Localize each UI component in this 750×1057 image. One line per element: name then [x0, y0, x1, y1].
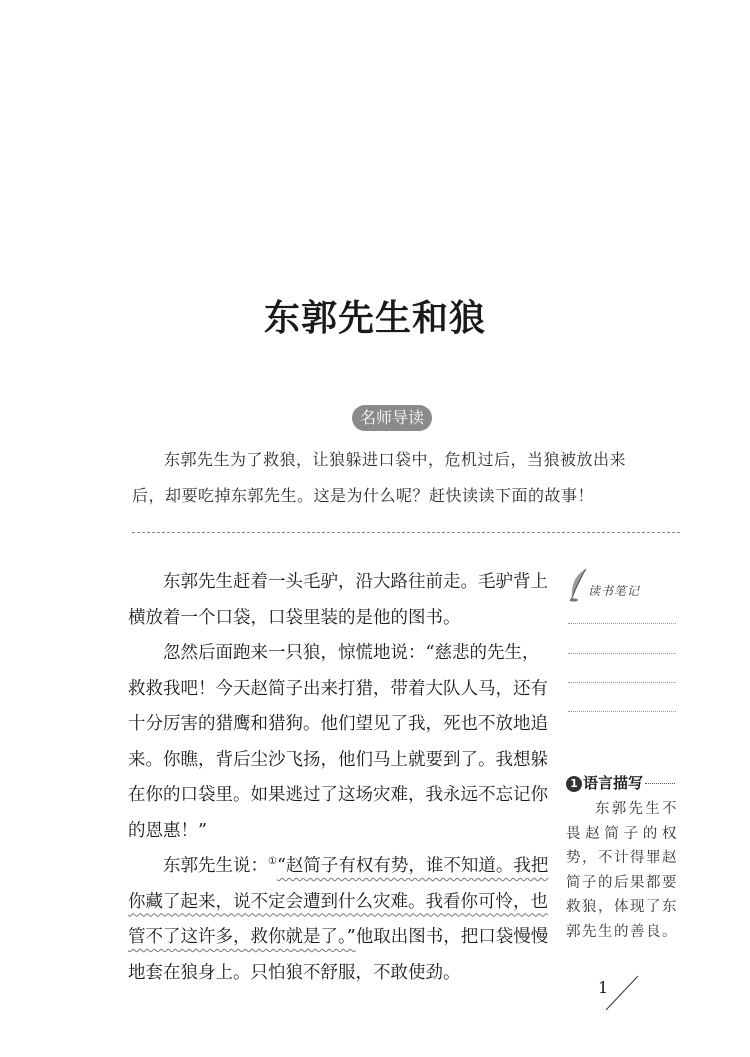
story-p3-tail: 他取出图书，把口袋慢慢地套在狼身上。只怕狼不舒服，不敢使劲。: [128, 927, 549, 983]
story-paragraph-1: 东郭先生赶着一头毛驴，沿大路往前走。毛驴背上横放着一个口袋，口袋里装的是他的图书。: [128, 572, 548, 628]
note-line: [568, 623, 676, 624]
guide-section: [132, 442, 654, 514]
annotation-title: [566, 772, 678, 793]
section-divider: [132, 532, 680, 533]
page-corner-slash: [602, 972, 642, 1012]
reading-notes-header: [566, 568, 676, 608]
annotation-number: 1: [566, 776, 582, 792]
underlined-quote: “赵简子有权有势，谁不知道。我把你藏了起来，说不定会遭到什么灾难。我看你可怜，也管不了这许多，救你就是了。”: [128, 856, 549, 947]
annotation-dots: [645, 783, 675, 784]
note-line: [568, 653, 676, 654]
note-line: [568, 682, 676, 683]
guide-badge: 名师导读: [352, 405, 432, 431]
page-number: 1: [598, 978, 609, 997]
quill-icon: [568, 568, 590, 602]
reading-notes-label: 读书笔记: [588, 584, 641, 598]
story-paragraph-3: [128, 849, 556, 991]
annotation-text: 东郭先生不畏赵简子的权势，不计得罪赵简子的后果都要救狼，体现了东郭先生的善良。: [566, 801, 678, 940]
story-body: [128, 565, 556, 991]
story-p3-lead: 东郭先生说：: [163, 856, 268, 876]
story-paragraph-2: 忽然后面跑来一只狼，惊慌地说：“慈悲的先生，救救我吧！今天赵简子出来打猎，带着大队人马，还有十分厉害的猎鹰和猎狗。他们望见了我，死也不放地追来。你瞧，背后尘沙飞扬，他们马上就要到了。我想躲在你的口袋里。如果逃过了这场灾难，我永远不忘记你的恩惠！”: [128, 643, 548, 841]
annotation-title-text: 语言描写: [583, 774, 644, 792]
annotation-marker: ①: [268, 856, 277, 868]
note-line: [568, 711, 676, 712]
chapter-title: 东郭先生和狼: [263, 297, 486, 339]
guide-text: 东郭先生为了救狼，让狼躲进口袋中，危机过后，当狼被放出来后，却要吃掉东郭先生。这是为什么呢？赶快读读下面的故事！: [132, 450, 627, 505]
